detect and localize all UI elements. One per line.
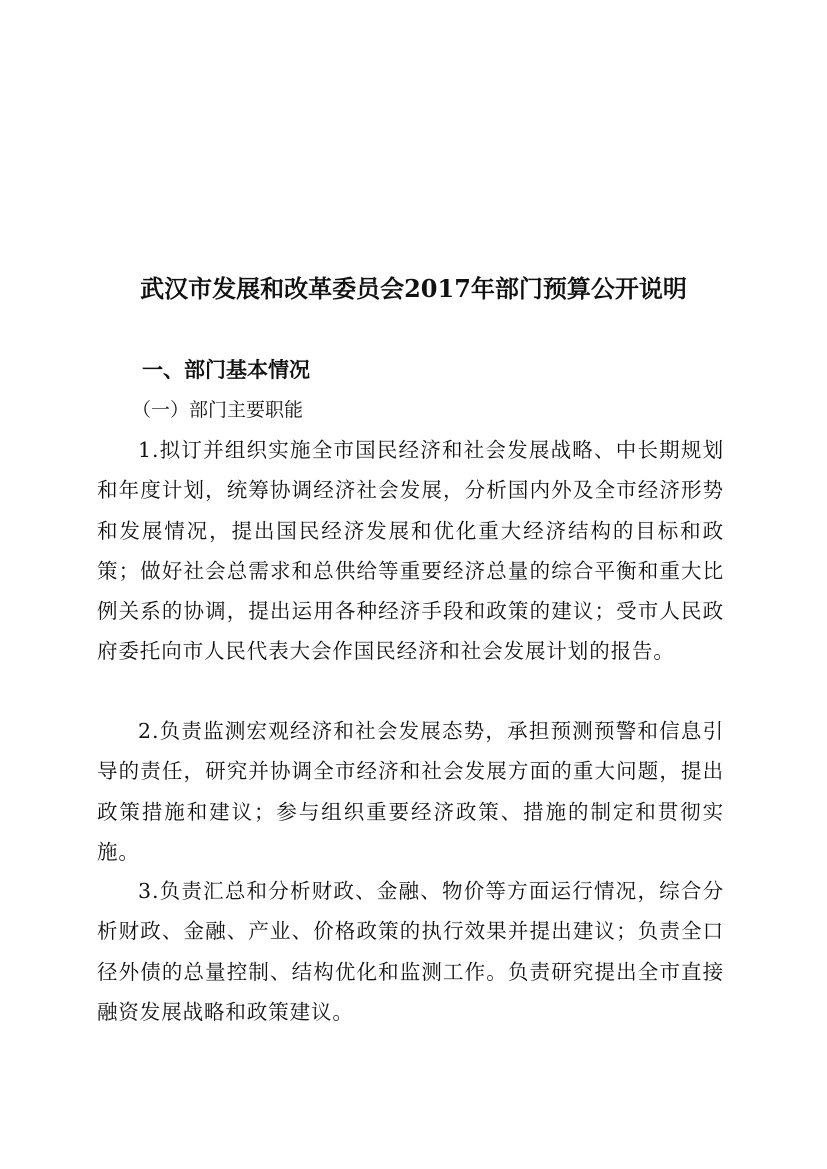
section-heading-basic-info: 一、部门基本情况 bbox=[142, 358, 310, 382]
subsection-heading-main-functions: （一）部门主要职能 bbox=[132, 399, 304, 421]
document-title: 武汉市发展和改革委员会2017年部门预算公开说明 bbox=[140, 274, 687, 303]
paragraph-function-1: 1.拟订并组织实施全市国民经济和社会发展战略、中长期规划和年度计划，统筹协调经济社会发展，分析国内外及全市经济形势和发展情况，提出国民经济发展和优化重大经济结构的目标和政策；做好社会总需求和总供给等重要经济总量的综合平衡和重大比例关系的协调，提出运用各种经济手段和政策的建议；受市人民政府委托向市人民代表大会作国民经济和社会发展计划的报告。 bbox=[97, 438, 724, 664]
paragraph-function-3: 3.负责汇总和分析财政、金融、物价等方面运行情况，综合分析财政、金融、产业、价格政策的执行效果并提出建议；负责全口径外债的总量控制、结构优化和监测工作。负责研究提出全市直接融资发展战略和政策建议。 bbox=[97, 879, 724, 1024]
paragraph-function-2: 2.负责监测宏观经济和社会发展态势，承担预测预警和信息引导的责任，研究并协调全市经济和社会发展方面的重大问题，提出政策措施和建议；参与组织重要经济政策、措施的制定和贯彻实施。 bbox=[97, 719, 724, 864]
